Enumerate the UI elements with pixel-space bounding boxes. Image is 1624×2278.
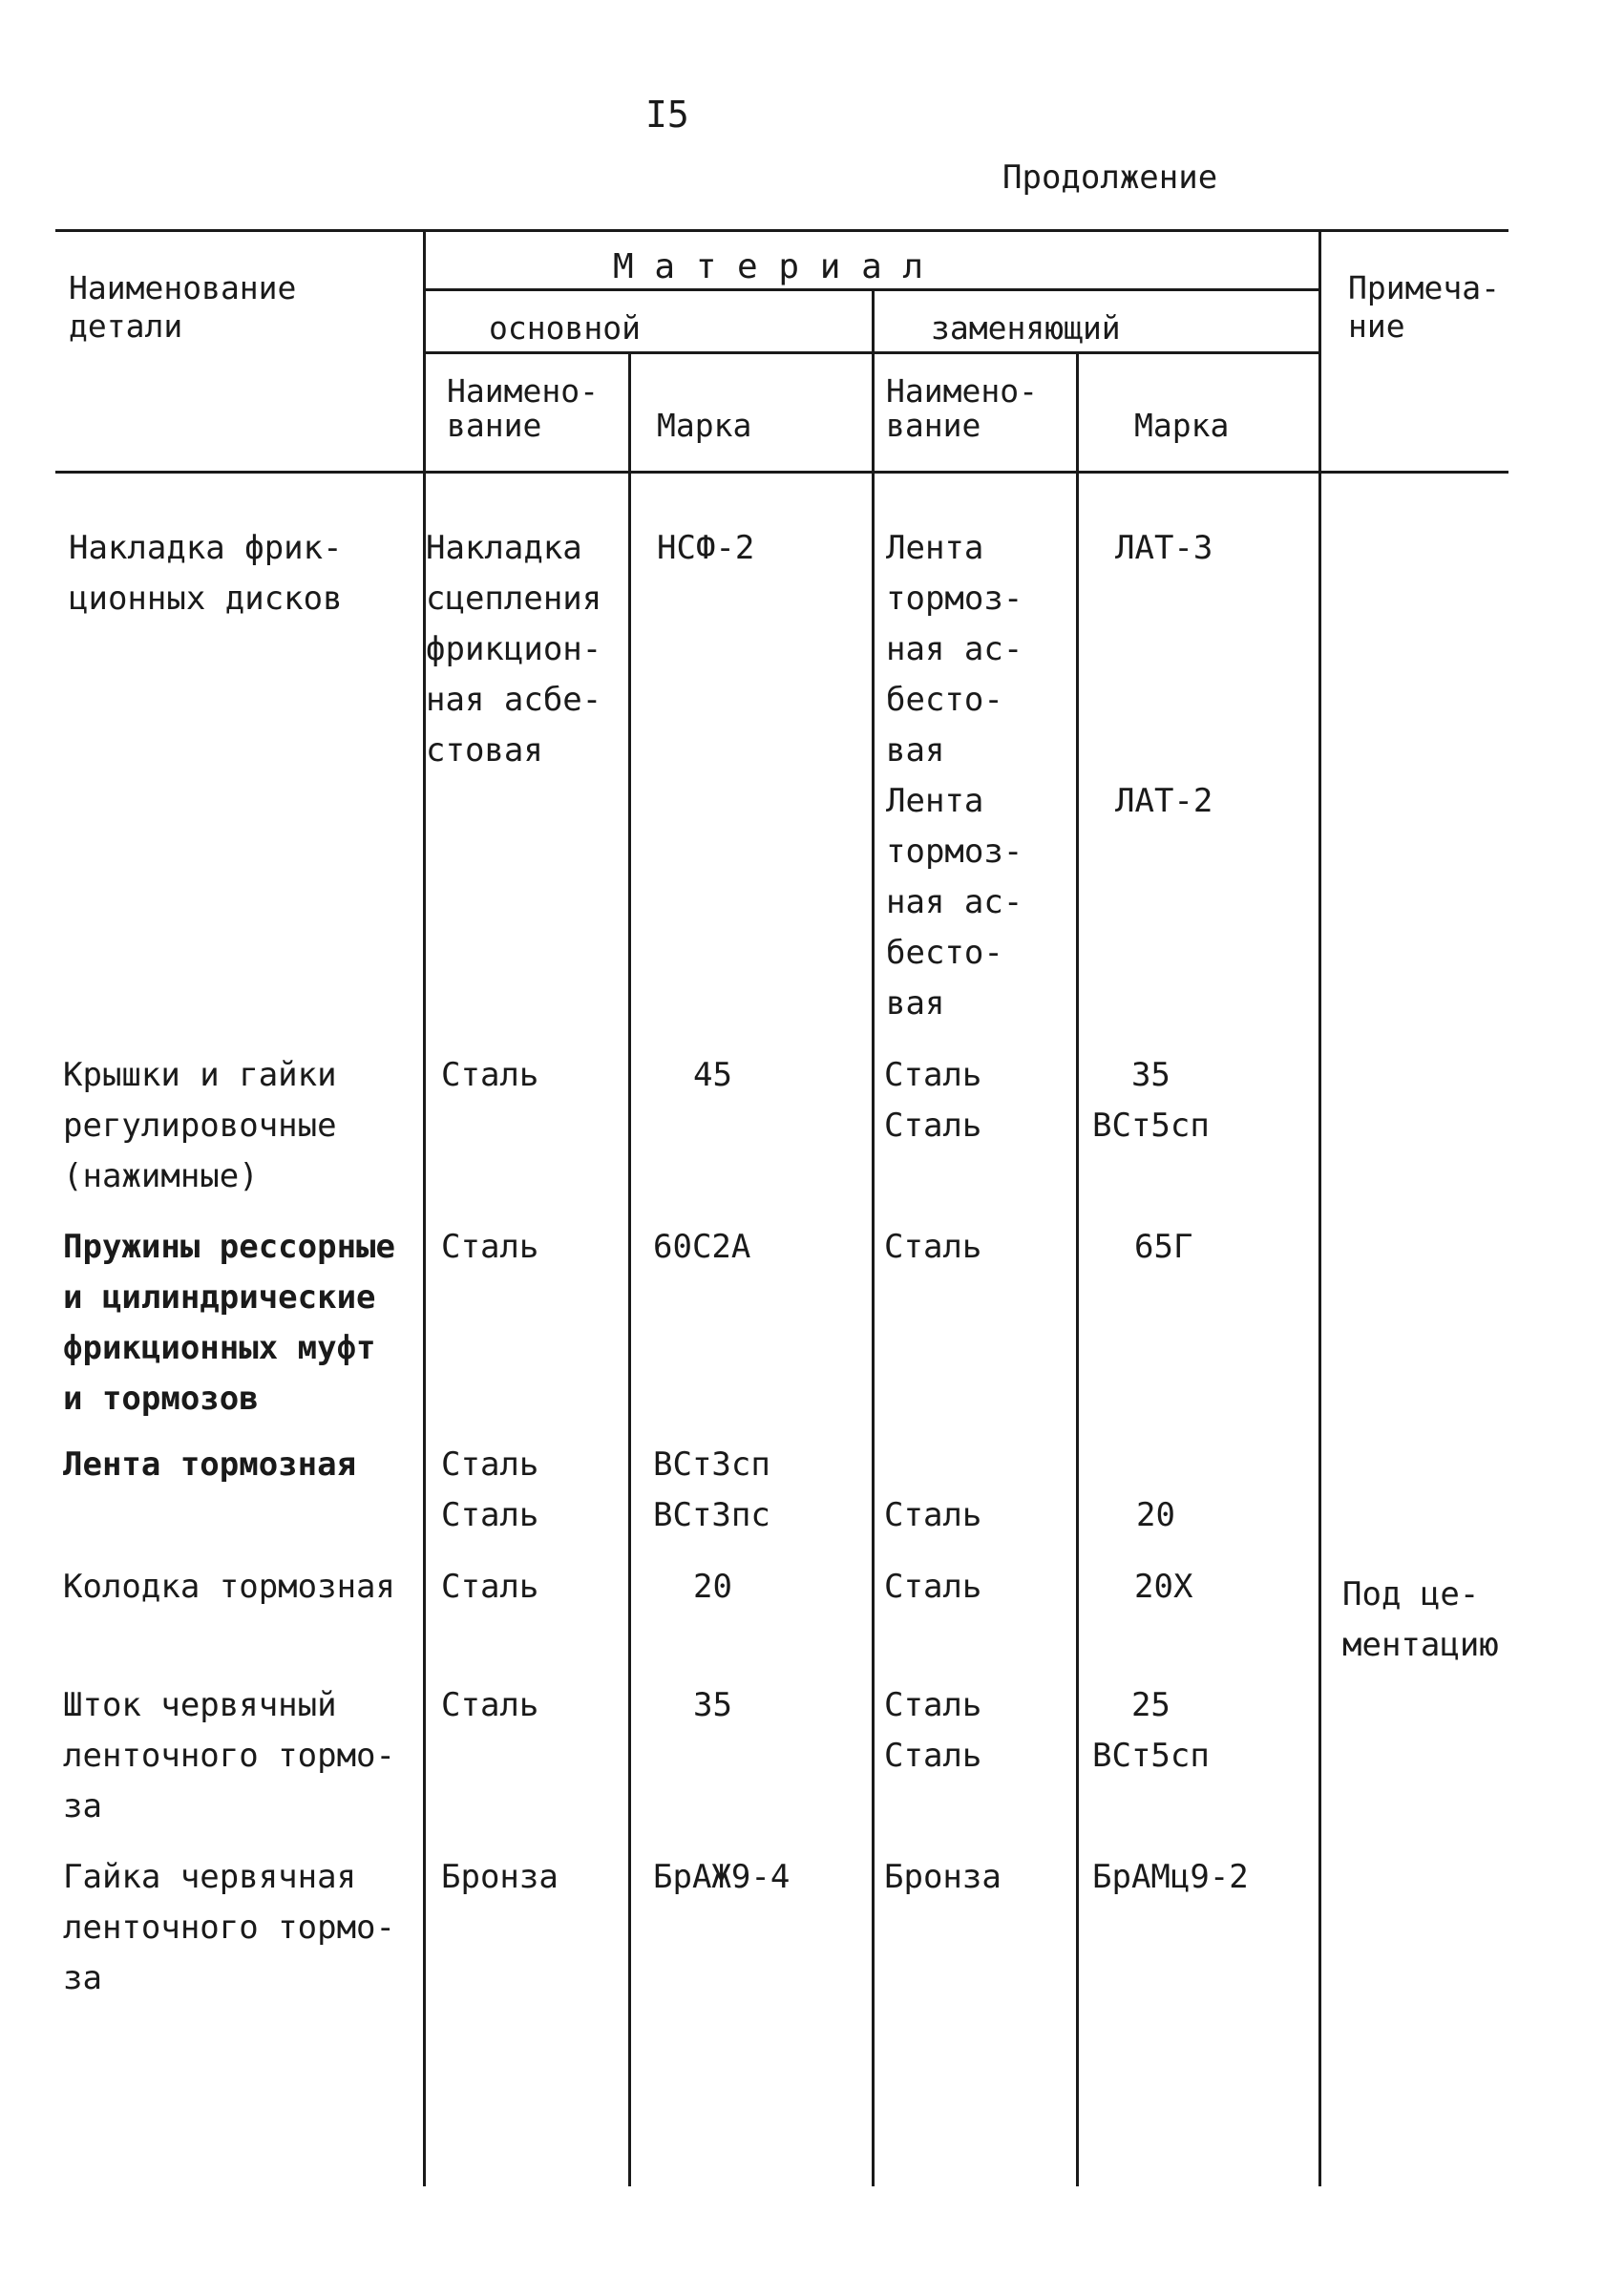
cell-alt-grade: ЛАТ-3 ЛАТ-2 [1115,529,1213,820]
rule-col-4 [1076,351,1079,2186]
header-basic: основной [489,309,641,347]
cell-part: Гайка червячная ленточного тормо- за [63,1858,395,1997]
cell-alt-name: Бронза [884,1858,1002,1896]
page-number: I5 [645,94,689,136]
header-note: Примеча- ние [1348,269,1500,345]
cell-main-grade: 45 [693,1056,732,1094]
continuation-label: Продолжение [1002,158,1218,197]
cell-main-name: Сталь Сталь [441,1445,539,1534]
cell-alt-grade: 20Х [1134,1568,1193,1606]
cell-main-name: Сталь [441,1686,539,1724]
cell-alt-grade: 65Г [1134,1228,1193,1266]
cell-main-name: Бронза [441,1858,559,1896]
header-col-name-2: Наимено- вание [886,372,1038,444]
cell-main-grade: 35 [693,1686,732,1724]
cell-main-name: Накладка сцепления фрикцион- ная асбе- стовая [426,529,602,770]
cell-part: Накладка фрик- ционных дисков [69,529,343,618]
cell-alt-name: Сталь Сталь [884,1686,982,1775]
cell-main-grade: 20 [693,1568,732,1606]
cell-alt-name: Сталь [884,1568,982,1606]
cell-main-name: Сталь [441,1056,539,1094]
cell-note: Под це- ментацию [1342,1575,1499,1664]
cell-alt-name: Лента тормоз- ная ас- бесто- вая Лента тормоз- ная ас- бесто- вая [886,529,1023,1023]
cell-alt-grade: БрАМц9-2 [1092,1858,1249,1896]
cell-main-name: Сталь [441,1228,539,1266]
cell-alt-grade: 20 [1136,1496,1175,1534]
cell-part: Шток червячный ленточного тормо- за [63,1686,395,1825]
rule-col-3 [872,288,875,2186]
header-col-grade: Марка [657,407,752,444]
rule-top [55,229,1508,232]
cell-part: Лента тормозная [63,1445,357,1484]
header-col-name: Наимено- вание [447,372,599,444]
cell-main-grade: БрАЖ9-4 [653,1858,791,1896]
header-part-name: Наименование детали [69,269,297,345]
header-substitute: заменяющий [931,309,1121,347]
cell-main-grade: ВСт3сп ВСт3пс [653,1445,770,1534]
cell-part: Крышки и гайки регулировочные (нажимные) [63,1056,337,1195]
rule-col-5 [1318,229,1321,2186]
cell-alt-name: Сталь [884,1496,982,1534]
cell-part: Пружины рессорные и цилиндрические фрикционных муфт и тормозов [63,1228,395,1418]
cell-main-name: Сталь [441,1568,539,1606]
rule-header-bottom [55,471,1508,474]
cell-main-grade: 60С2А [653,1228,751,1266]
cell-alt-grade: 35 ВСт5сп [1092,1056,1210,1145]
rule-col-2 [628,351,631,2186]
header-material: М а т е р и а л [613,247,924,286]
cell-alt-name: Сталь [884,1228,982,1266]
cell-main-grade: НСФ-2 [657,529,755,567]
header-col-grade-2: Марка [1134,407,1230,444]
cell-alt-name: Сталь Сталь [884,1056,982,1145]
cell-part: Колодка тормозная [63,1568,395,1606]
cell-alt-grade: 25 ВСт5сп [1092,1686,1210,1775]
